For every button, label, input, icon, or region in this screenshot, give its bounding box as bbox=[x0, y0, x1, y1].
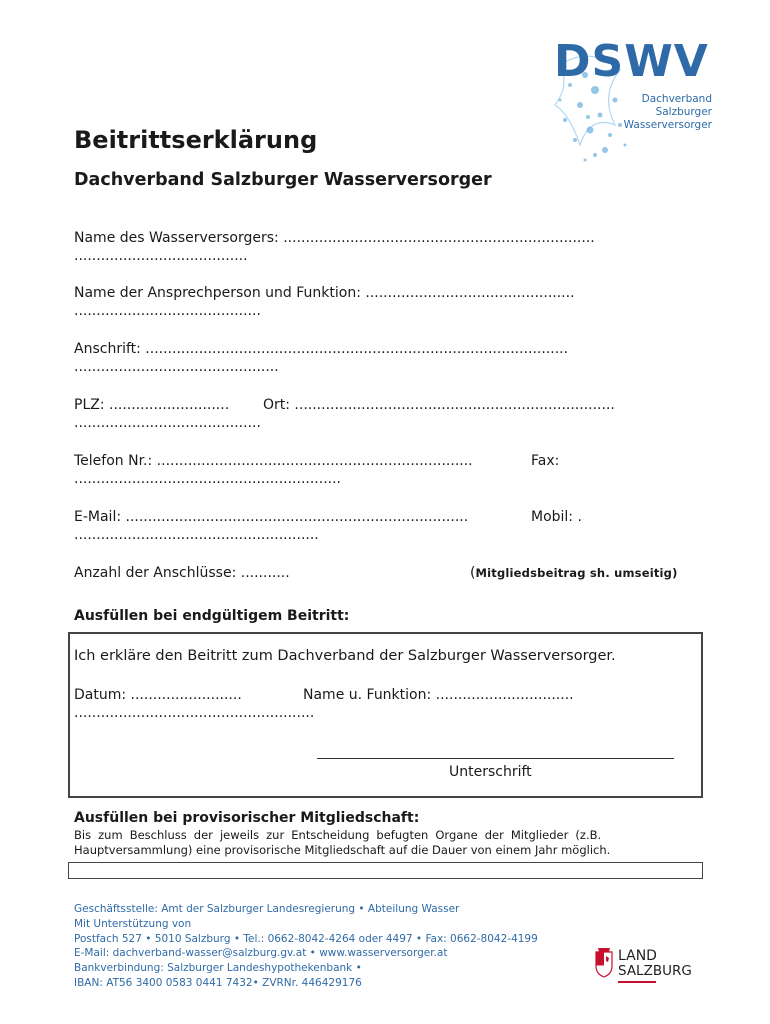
footer-email[interactable]: E-Mail: dachverband-wasser@salzburg.gv.at • www.wasserversorger.at bbox=[74, 947, 448, 960]
coat-of-arms-icon bbox=[595, 948, 613, 978]
declaration-text: Ich erkläre den Beitritt zum Dachverband der Salzburger Wasserversorger. bbox=[74, 648, 616, 664]
land-text: LAND bbox=[618, 948, 657, 964]
final-membership-heading: Ausfüllen bei endgültigem Beitritt: bbox=[74, 608, 350, 624]
footer-iban: IBAN: AT56 3400 0583 0441 7432• ZVRNr. 446429176 bbox=[74, 976, 362, 989]
contact-person-continuation[interactable]: .......................................... bbox=[74, 303, 261, 319]
city-field[interactable]: Ort: ........................................................................ bbox=[263, 397, 615, 413]
date-field[interactable]: Datum: ......................... bbox=[74, 687, 242, 703]
mobile-field[interactable]: Mobil: . bbox=[531, 509, 582, 525]
date-continuation[interactable]: ...................................................... bbox=[74, 705, 315, 721]
contact-person-field[interactable]: Name der Ansprechperson und Funktion: ............................................... bbox=[74, 285, 575, 301]
email-continuation[interactable]: ....................................................... bbox=[74, 527, 319, 543]
postal-code-field[interactable]: PLZ: ........................... bbox=[74, 397, 230, 413]
connections-count-field[interactable]: Anzahl der Anschlüsse: ........... bbox=[74, 565, 290, 581]
document-subtitle: Dachverband Salzburger Wasserversorger bbox=[74, 170, 492, 190]
provisional-text-line1: Bis zum Beschluss der jeweils zur Entscheidung befugten Organe der Mitglieder (z.B. bbox=[74, 828, 602, 842]
land-logo-underline bbox=[618, 981, 656, 983]
provisional-text-line2: Hauptversammlung) eine provisorische Mitgliedschaft auf die Dauer von einem Jahr möglich. bbox=[74, 843, 611, 857]
postal-code-continuation[interactable]: .......................................... bbox=[74, 415, 261, 431]
salzburg-text: SALZBURG bbox=[618, 963, 692, 979]
dswv-logo bbox=[540, 30, 720, 170]
name-function-field[interactable]: Name u. Funktion: ............................... bbox=[303, 687, 574, 703]
signature-label: Unterschrift bbox=[449, 764, 532, 780]
document-title: Beitrittserklärung bbox=[74, 126, 318, 154]
email-field[interactable]: E-Mail: ............................................................................. bbox=[74, 509, 469, 525]
water-supplier-name-field[interactable]: Name des Wasserversorgers: ...................................................................... bbox=[74, 230, 595, 246]
signature-line[interactable] bbox=[317, 758, 674, 759]
provisional-box[interactable] bbox=[68, 862, 703, 879]
footer-bank: Bankverbindung: Salzburger Landeshypothekenbank • bbox=[74, 962, 362, 975]
phone-field[interactable]: Telefon Nr.: ....................................................................... bbox=[74, 453, 473, 469]
land-salzburg-logo bbox=[595, 946, 705, 986]
water-supplier-name-continuation[interactable]: ....................................... bbox=[74, 248, 248, 264]
footer-contact bbox=[74, 902, 538, 991]
logo-subtitle: Dachverband Salzburger Wasserversorger bbox=[623, 93, 712, 131]
phone-continuation[interactable]: ............................................................ bbox=[74, 471, 342, 487]
provisional-membership-heading: Ausfüllen bei provisorischer Mitgliedschaft: bbox=[74, 810, 420, 826]
fee-note: (Mitgliedsbeitrag sh. umseitig) bbox=[470, 565, 678, 581]
fax-field[interactable]: Fax: bbox=[531, 453, 560, 469]
address-field[interactable]: Anschrift: ............................................................................................... bbox=[74, 341, 569, 357]
address-continuation[interactable]: .............................................. bbox=[74, 359, 279, 375]
footer-support: Mit Unterstützung von bbox=[74, 917, 192, 930]
footer-office: Geschäftsstelle: Amt der Salzburger Landesregierung • Abteilung Wasser bbox=[74, 903, 460, 915]
logo-acronym: DSWV bbox=[554, 36, 709, 87]
footer-address: Postfach 527 • 5010 Salzburg • Tel.: 0662-8042-4264 oder 4497 • Fax: 0662-8042-4199 bbox=[74, 932, 538, 945]
